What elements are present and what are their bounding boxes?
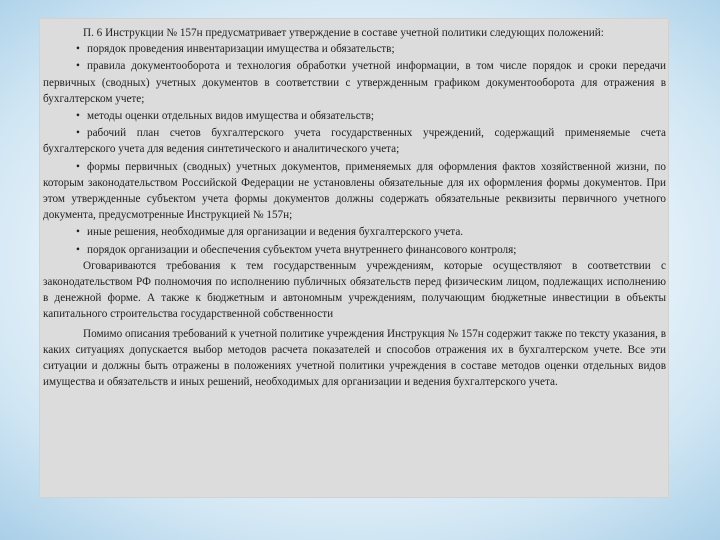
bullet-marker: • [76, 243, 80, 256]
list-item-text: порядок проведения инвентаризации имущества и обязательств; [87, 43, 395, 56]
bullet-marker: • [76, 60, 80, 73]
bullet-marker: • [76, 160, 80, 173]
bullet-marker: • [76, 43, 80, 56]
list-item [43, 242, 666, 258]
body-paragraph: Оговариваются требования к тем государственным учреждениям, которые осуществляют в соответствии с законодательством РФ полномочия по исполнению публичных обязательств перед физическим лицом, подлежащих исполнению в денежной форме. А также к бюджетным и автономным учреждениям, получающим бюджетные инвестиции в объекты капитального строительства государственной собственности [43, 259, 666, 321]
list-item-text: порядок организации и обеспечения субъектом учета внутреннего финансового контроля; [87, 243, 517, 256]
list-item [43, 125, 666, 157]
intro-paragraph: П. 6 Инструкции № 157н предусматривает утверждение в составе учетной политики следующих положений: [83, 27, 604, 39]
list-item-text: правила документооборота и технология обработки учетной информации, в том числе порядок и сроки передачи первичных (сводных) учетных документов в соответствии с утвержденным графиком документооборота для отражения в бухгалтерском учете; [43, 60, 666, 105]
list-item-text: иные решения, необходимые для организации и ведения бухгалтерского учета. [87, 226, 464, 239]
list-item [43, 159, 666, 224]
list-item-text: методы оценки отдельных видов имущества и обязательств; [87, 110, 374, 123]
list-item [43, 58, 666, 107]
list-item [43, 108, 666, 124]
bullet-marker: • [76, 226, 80, 239]
bullet-marker: • [76, 127, 80, 140]
list-item [43, 224, 666, 240]
body-paragraph: Помимо описания требований к учетной политике учреждения Инструкция № 157н содержит также по тексту указания, в каких ситуациях допускается выбор методов расчета показателей и способов отражения их в бухгалтерском учете. Все эти ситуации и должны быть отражены в положениях учетной политики учреждения в составе методов оценки отдельных видов имущества и обязательств и иных решений, необходимых для организации и ведения бухгалтерского учета. [43, 327, 666, 389]
bullet-marker: • [76, 110, 80, 123]
list-item [43, 41, 666, 57]
list-item-text: рабочий план счетов бухгалтерского учета государственных учреждений, содержащий применяемые счета бухгалтерского учета для ведения синтетического и аналитического учета; [43, 127, 666, 156]
document-text [43, 25, 666, 390]
list-item-text: формы первичных (сводных) учетных документов, применяемых для оформления фактов хозяйственной жизни, по которым законодательством Российской Федерации не установлены обязательные для их оформления формы документов. При этом утвержденные субъектом учета формы документов должны содержать обязательные реквизиты первичного учетного документа, предусмотренные Инструкцией № 157н; [43, 160, 666, 222]
